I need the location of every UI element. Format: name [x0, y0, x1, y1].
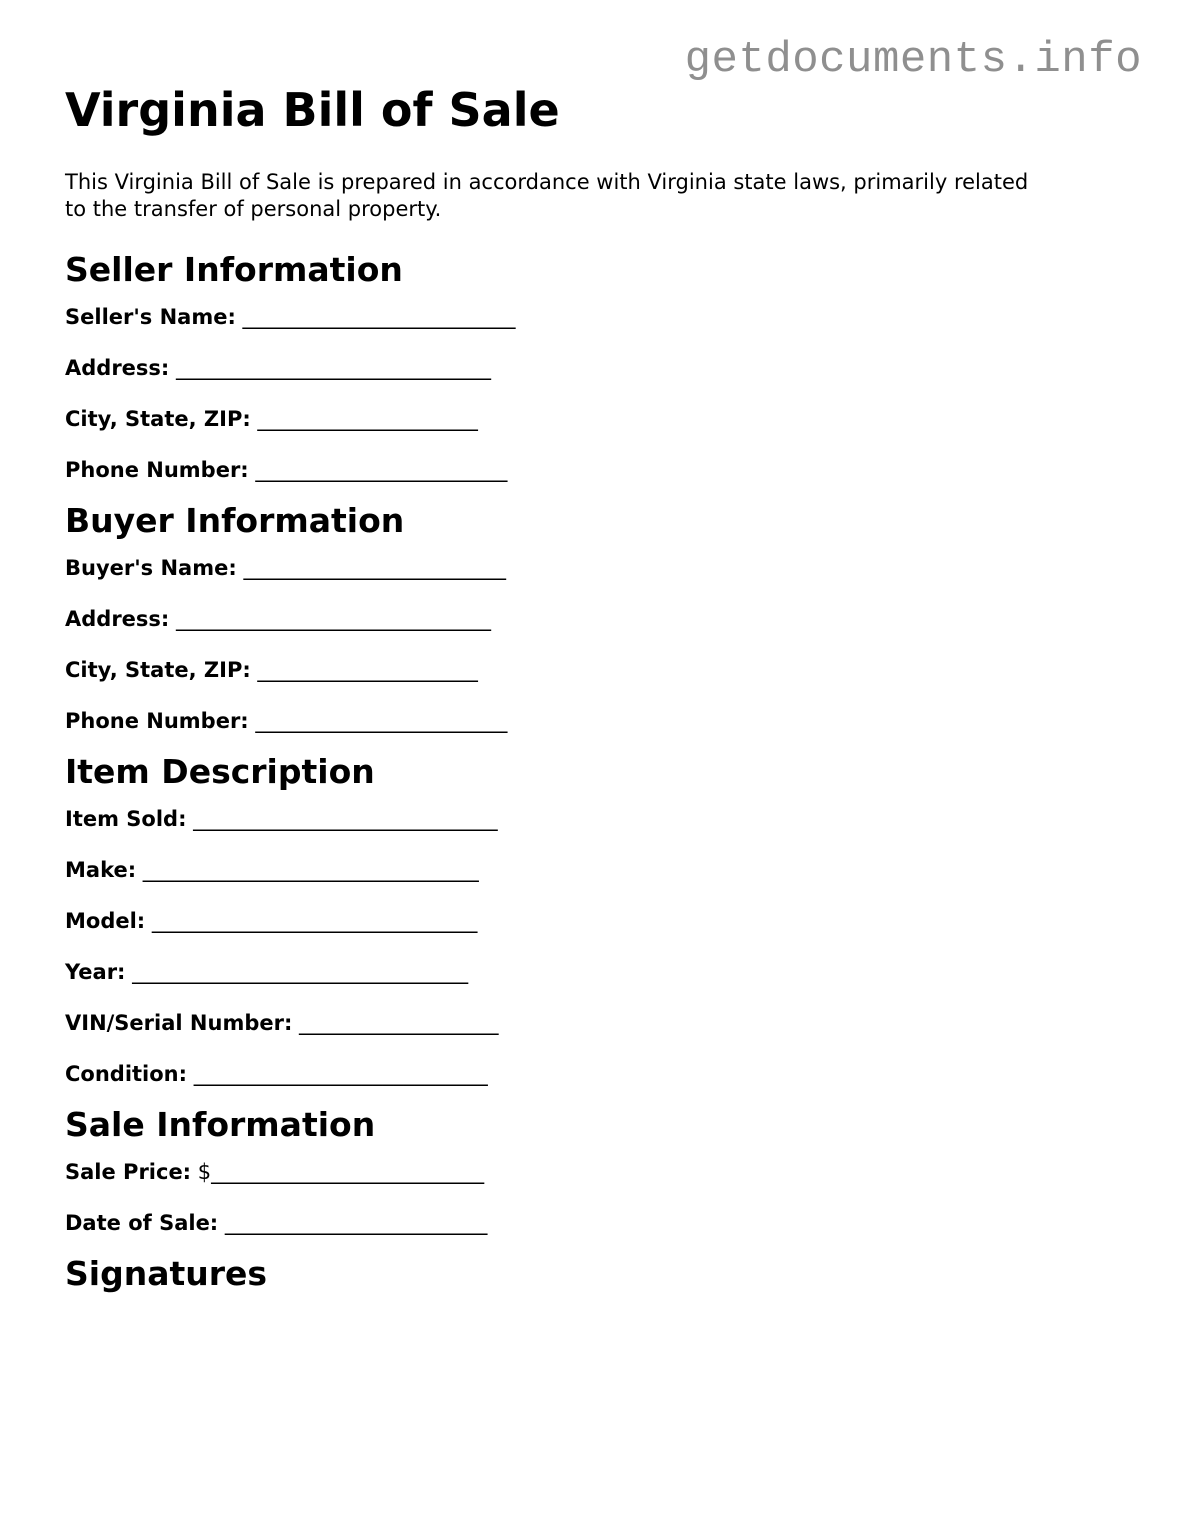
field-label: VIN/Serial Number:	[65, 1011, 293, 1035]
field-label: Seller's Name:	[65, 305, 236, 329]
item-section	[65, 750, 1125, 1087]
seller-heading: Seller Information	[65, 250, 403, 289]
item-sold-field[interactable]	[65, 806, 1125, 832]
field-label: Sale Price:	[65, 1160, 192, 1184]
item-year-field[interactable]	[65, 959, 1125, 985]
buyer-address-field[interactable]	[65, 606, 1125, 632]
field-label: City, State, ZIP:	[65, 658, 251, 682]
field-blank[interactable]: $__________________________	[191, 1160, 485, 1184]
field-label: Phone Number:	[65, 458, 249, 482]
watermark: getdocuments.info	[684, 35, 1142, 85]
field-label: Make:	[65, 858, 137, 882]
seller-address-field[interactable]	[65, 355, 1125, 381]
seller-phone-field[interactable]	[65, 457, 1125, 483]
field-label: Item Sold:	[65, 807, 187, 831]
field-label: Year:	[65, 960, 126, 984]
field-label: City, State, ZIP:	[65, 407, 251, 431]
sale-date-field[interactable]	[65, 1210, 1125, 1236]
field-label: Condition:	[65, 1062, 188, 1086]
field-label: Date of Sale:	[65, 1211, 219, 1235]
field-blank[interactable]: ______________________________	[169, 356, 492, 380]
field-blank[interactable]: ____________________________	[187, 1062, 488, 1086]
sale-price-field[interactable]	[65, 1159, 1125, 1185]
sale-section	[65, 1103, 1125, 1236]
intro-paragraph: This Virginia Bill of Sale is prepared in accordance with Virginia state laws, primarily related to the transfer of personal property.	[65, 170, 1029, 221]
field-blank[interactable]: ______________________________	[169, 607, 492, 631]
field-blank[interactable]: _____________________	[250, 407, 478, 431]
field-blank[interactable]: ________________________	[248, 709, 508, 733]
item-vin-field[interactable]	[65, 1010, 1125, 1036]
buyer-phone-field[interactable]	[65, 708, 1125, 734]
field-label: Address:	[65, 356, 170, 380]
field-blank[interactable]: __________________________	[235, 305, 516, 329]
field-label: Address:	[65, 607, 170, 631]
item-condition-field[interactable]	[65, 1061, 1125, 1087]
seller-city-state-zip-field[interactable]	[65, 406, 1125, 432]
item-heading: Item Description	[65, 752, 375, 791]
document-page	[65, 80, 1125, 1296]
item-make-field[interactable]	[65, 857, 1125, 883]
field-blank[interactable]: ___________________	[292, 1011, 499, 1035]
seller-section	[65, 248, 1125, 483]
field-label: Model:	[65, 909, 146, 933]
field-blank[interactable]: _________________________	[236, 556, 506, 580]
field-blank[interactable]: ________________________	[248, 458, 508, 482]
field-blank[interactable]: _____________________	[250, 658, 478, 682]
field-blank[interactable]: ________________________________	[125, 960, 469, 984]
buyer-heading: Buyer Information	[65, 501, 405, 540]
field-label: Buyer's Name:	[65, 556, 237, 580]
item-model-field[interactable]	[65, 908, 1125, 934]
seller-name-field[interactable]	[65, 304, 1125, 330]
signatures-heading: Signatures	[65, 1254, 268, 1293]
field-blank[interactable]: _____________________________	[186, 807, 498, 831]
buyer-section	[65, 499, 1125, 734]
buyer-name-field[interactable]	[65, 555, 1125, 581]
sale-heading: Sale Information	[65, 1105, 376, 1144]
field-blank[interactable]: _________________________	[218, 1211, 488, 1235]
page-title: Virginia Bill of Sale	[65, 83, 560, 137]
signatures-section	[65, 1252, 1125, 1296]
field-label: Phone Number:	[65, 709, 249, 733]
field-blank[interactable]: _______________________________	[145, 909, 478, 933]
buyer-city-state-zip-field[interactable]	[65, 657, 1125, 683]
field-blank[interactable]: ________________________________	[136, 858, 479, 882]
